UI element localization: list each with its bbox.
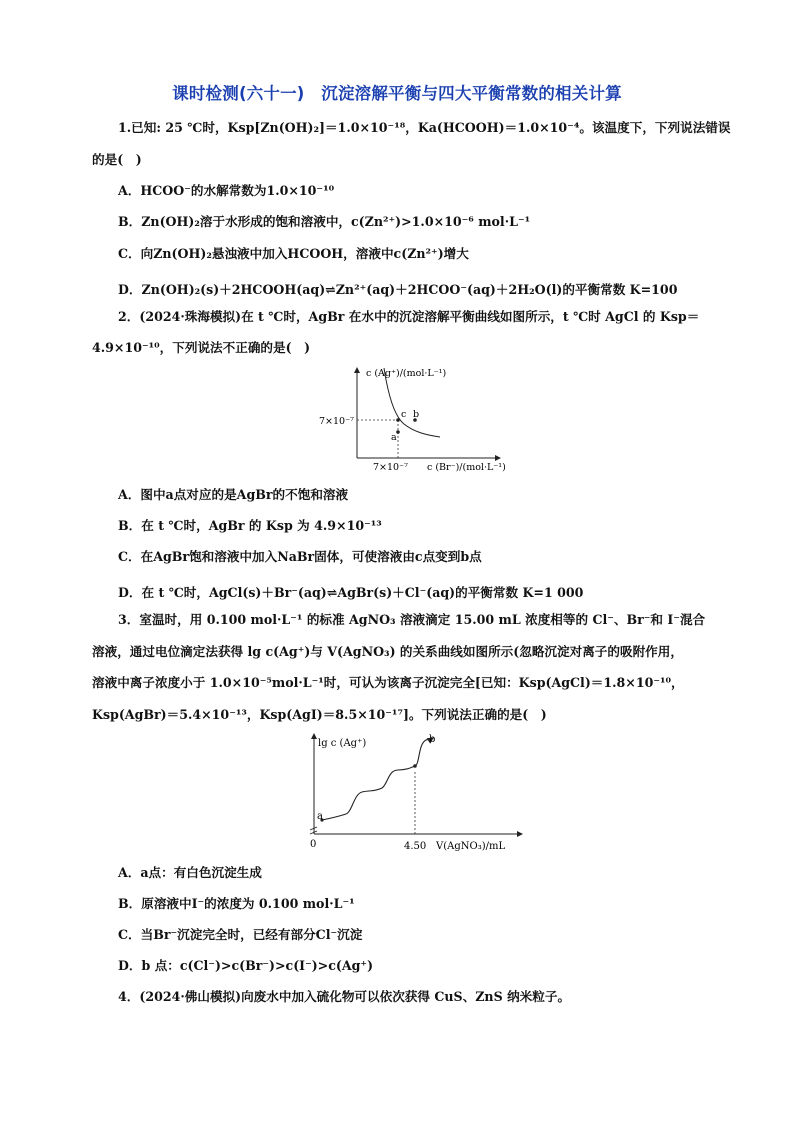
q3-stem-line1: 3．室温时，用 0.100 mol·L⁻¹ 的标准 AgNO₃ 溶液滴定 15.00 mL 浓度相等的 Cl⁻、Br⁻和 I⁻混合 [118,612,706,627]
q3-stem-line4: Ksp(AgBr)＝5.4×10⁻¹³，Ksp(AgI)＝8.5×10⁻¹⁷]。下列说法正确的是( ) [92,707,547,722]
q2-option-a: A．图中a点对应的是AgBr的不饱和溶液 [118,487,349,502]
q3-titration-curve [322,738,433,820]
q3-y-axis-label: lg c (Ag⁺) [318,738,367,749]
q3-stem-line2: 溶液，通过电位滴定法获得 lg c(Ag⁺)与 V(AgNO₃) 的关系曲线如图所示(忽略沉淀对离子的吸附作用， [92,644,683,659]
q3-point-4-50 [413,764,417,768]
q1-stem-line2: 的是( ) [92,152,142,167]
q3-stem-line3: 溶液中离子浓度小于 1.0×10⁻⁵mol·L⁻¹时，可认为该离子沉淀完全[已知：Ksp(AgCl)＝1.8×10⁻¹⁰， [92,675,684,690]
q3-label-a: a [317,811,323,822]
q2-stem-line2: 4.9×10⁻¹⁰，下列说法不正确的是( ) [92,340,311,355]
q2-option-b: B．在 t ℃时，AgBr 的 Ksp 为 4.9×10⁻¹³ [118,518,382,533]
q3-option-b: B．原溶液中I⁻的浓度为 0.100 mol·L⁻¹ [118,896,355,911]
q3-origin-label: 0 [310,839,317,850]
q2-x-tick: 7×10⁻⁷ [373,462,408,473]
q1-option-a: A．HCOO⁻的水解常数为1.0×10⁻¹⁰ [118,183,335,198]
q2-y-tick: 7×10⁻⁷ [319,416,354,427]
q2-point-c [396,418,400,422]
q3-option-c: C．当Br⁻沉淀完全时，已经有部分Cl⁻沉淀 [118,927,363,942]
q1-option-b: B．Zn(OH)₂溶于水形成的饱和溶液中，c(Zn²⁺)>1.0×10⁻⁶ mol·L⁻¹ [118,214,531,229]
q2-stem-line1: 2．(2024·珠海模拟)在 t ℃时，AgBr 在水中的沉淀溶解平衡曲线如图所示，t ℃时 AgCl 的 Ksp＝ [118,309,700,324]
q3-x-axis-label: V(AgNO₃)/mL [436,841,506,852]
q2-solubility-figure [310,362,510,474]
q1-stem-line1: 1.已知: 25 ℃时，Ksp[Zn(OH)₂]＝1.0×10⁻¹⁸，Ka(HCOOH)＝1.0×10⁻⁴。该温度下，下列说法错误 [118,120,731,135]
q2-y-axis-label: c (Ag⁺)/(mol·L⁻¹) [366,368,447,379]
page-title: 课时检测(六十一) 沉淀溶解平衡与四大平衡常数的相关计算 [172,84,622,103]
q2-label-b: b [413,409,420,420]
q2-label-c: c [401,409,407,420]
q3-x-tick: 4.50 [404,841,427,852]
q2-option-c: C．在AgBr饱和溶液中加入NaBr固体，可使溶液由c点变到b点 [118,549,482,564]
q2-label-a: a [391,432,397,443]
q3-option-d: D．b 点：c(Cl⁻)>c(Br⁻)>c(I⁻)>c(Ag⁺) [118,958,374,973]
q2-point-a [396,430,400,434]
q2-x-axis-label: c (Br⁻)/(mol·L⁻¹) [427,462,506,473]
q1-option-c: C．向Zn(OH)₂悬浊液中加入HCOOH，溶液中c(Zn²⁺)增大 [118,246,469,261]
q3-titration-figure [300,728,530,856]
q3-option-a: A．a点：有白色沉淀生成 [118,865,262,880]
q3-label-b: b [429,734,436,745]
q4-stem-line1: 4．(2024·佛山模拟)向废水中加入硫化物可以依次获得 CuS、ZnS 纳米粒子。 [118,989,571,1004]
q1-option-d: D．Zn(OH)₂(s)＋2HCOOH(aq)⇌Zn²⁺(aq)＋2HCOO⁻(aq)＋2H₂O(l)的平衡常数 K=100 [118,282,678,297]
q2-option-d: D．在 t ℃时，AgCl(s)＋Br⁻(aq)⇌AgBr(s)＋Cl⁻(aq)的平衡常数 K=1 000 [118,585,584,600]
